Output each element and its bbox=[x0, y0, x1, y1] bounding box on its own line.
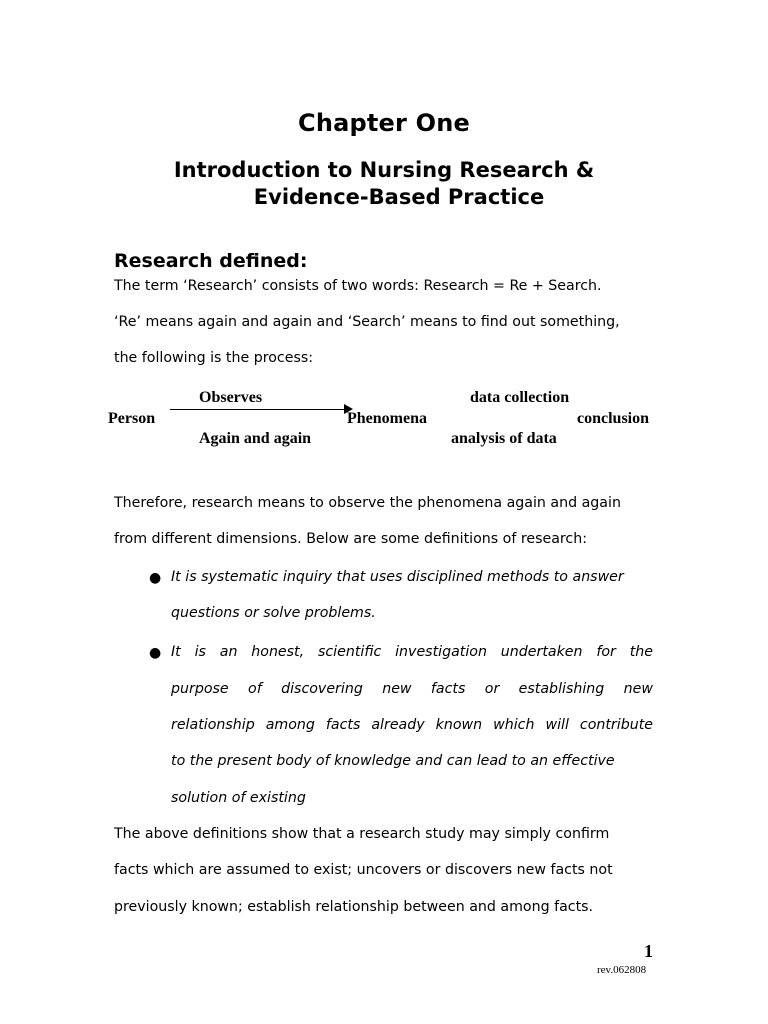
diagram-data-collection: data collection bbox=[470, 389, 570, 406]
definition-line: It is systematic inquiry that uses disciplined methods to answer bbox=[171, 569, 624, 585]
closing-paragraph-line: previously known; establish relationship between and among facts. bbox=[114, 899, 594, 915]
definition-line: solution of existing bbox=[171, 790, 306, 806]
closing-paragraph-line: The above definitions show that a research study may simply confirm bbox=[114, 826, 610, 842]
intro-paragraph-line: ‘Re’ means again and again and ‘Search’ means to find out something, bbox=[114, 314, 620, 330]
definition-line: relationship among facts already known which will contribute bbox=[171, 717, 653, 733]
bullet-icon: ● bbox=[149, 645, 162, 661]
diagram-arrow bbox=[170, 409, 348, 410]
definition-line: questions or solve problems. bbox=[171, 605, 376, 621]
diagram-observes: Observes bbox=[199, 389, 263, 406]
intro-paragraph-line: the following is the process: bbox=[114, 350, 314, 366]
definition-line: purpose of discovering new facts or establishing new bbox=[171, 681, 653, 697]
diagram-person: Person bbox=[108, 410, 156, 427]
subtitle-line-1: Introduction to Nursing Research & bbox=[173, 158, 595, 182]
diagram-phenomena: Phenomena bbox=[347, 410, 427, 427]
definition-line: to the present body of knowledge and can lead to an effective bbox=[171, 753, 615, 769]
diagram-analysis-of-data: analysis of data bbox=[451, 430, 557, 447]
therefore-paragraph-line: Therefore, research means to observe the phenomena again and again bbox=[114, 495, 621, 511]
chapter-subtitle bbox=[0, 157, 768, 211]
chapter-title: Chapter One bbox=[298, 109, 470, 137]
subtitle-line-2: Evidence-Based Practice bbox=[253, 185, 545, 209]
therefore-paragraph-line: from different dimensions. Below are some definitions of research: bbox=[114, 531, 588, 547]
process-diagram bbox=[100, 385, 660, 455]
closing-paragraph-line: facts which are assumed to exist; uncovers or discovers new facts not bbox=[114, 862, 613, 878]
definition-line: It is an honest, scientific investigation undertaken for the bbox=[171, 644, 653, 660]
revision-label: rev.062808 bbox=[597, 964, 647, 976]
page-number: 1 bbox=[644, 941, 653, 961]
diagram-conclusion: conclusion bbox=[577, 410, 650, 427]
intro-paragraph-line: The term ‘Research’ consists of two words: Research = Re + Search. bbox=[114, 278, 602, 294]
bullet-icon: ● bbox=[149, 570, 162, 586]
diagram-again-and-again: Again and again bbox=[199, 430, 312, 447]
section-heading: Research defined: bbox=[114, 250, 308, 272]
